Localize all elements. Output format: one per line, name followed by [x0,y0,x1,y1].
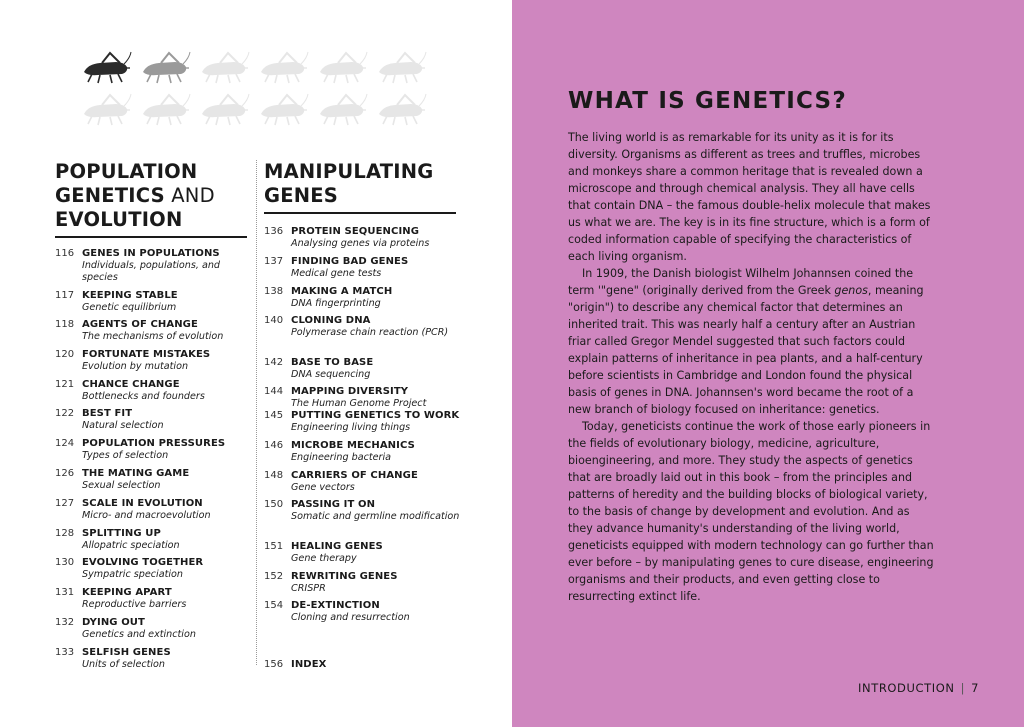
page-number: 146 [264,440,284,451]
heading-line: GENES [264,184,339,207]
entry-title: PASSING IT ON [291,499,376,510]
entry-title: POPULATION PRESSURES [82,438,226,449]
entry-title: CLONING DNA [291,315,371,326]
cricket-grid [80,50,440,140]
heading-bold: GENETICS [55,184,165,207]
heading-rule [264,212,456,214]
entry-subtitle: Cloning and resurrection [291,612,410,623]
entry-subtitle: Evolution by mutation [82,361,189,372]
cricket-icon [375,92,427,128]
entry-subtitle: Gene vectors [291,482,355,493]
column-divider [256,160,257,665]
entry-subtitle: The Human Genome Project [291,398,427,409]
page-number: 121 [55,379,75,390]
cricket-icon [316,92,368,128]
entry-title: HEALING GENES [291,541,383,552]
entry-title: KEEPING STABLE [82,290,178,301]
entry-title: BASE TO BASE [291,357,374,368]
page-number: 131 [55,587,75,598]
cricket-icon [198,50,250,86]
entry-title: SELFISH GENES [82,647,171,658]
cricket-icon [80,92,132,128]
heading-line: EVOLUTION [55,208,183,231]
entry-title: FINDING BAD GENES [291,256,409,267]
page-number: 124 [55,438,75,449]
cricket-icon [139,92,191,128]
entry-title: MAKING A MATCH [291,286,393,297]
page-number: 142 [264,357,284,368]
page-number: 138 [264,286,284,297]
cricket-icon [139,50,191,86]
cricket-icon [257,92,309,128]
cricket-icon [198,92,250,128]
entry-title: FORTUNATE MISTAKES [82,349,211,360]
cricket-icon [316,50,368,86]
footer-section: INTRODUCTION [858,681,955,695]
entry-subtitle: Sexual selection [82,480,161,491]
page-number: 148 [264,470,284,481]
page-number: 127 [55,498,75,509]
page-number: 144 [264,386,284,397]
entry-subtitle: Reproductive barriers [82,599,187,610]
page-number: 140 [264,315,284,326]
entry-title: GENES IN POPULATIONS [82,248,220,259]
entry-title: CHANCE CHANGE [82,379,180,390]
cricket-icon [80,50,132,86]
entry-title: INDEX [291,659,327,670]
page-number: 151 [264,541,284,552]
entry-subtitle: Gene therapy [291,553,357,564]
section-heading [55,160,248,232]
page-number: 133 [55,647,75,658]
paragraph: In 1909, the Danish biologist Wilhelm Johannsen coined the term '"gene" (originally derived from the Greek genos, meaning "origin") to describe any chemical factor that determines an inherited trait. This was nearly half a century after an Austrian friar called Gregor Mendel suggested that such factors could explain patterns of inheritance in pea plants, and a half-century before scientists in Cambridge and London found the physical basis of genes in DNA. Johannsen's word became the root of a new branch of biology focused on inheritance: genetics. [568,267,924,416]
paragraph: Today, geneticists continue the work of those early pioneers in the fields of evolutionary biology, medicine, agriculture, bioengineering, and more. They study the aspects of genetics that are broadly laid out in this book – from the principles and patterns of heredity and the building blocks of biological variety, to the basis of change by development and evolution. And as they advance humanity's understanding of the living world, geneticists equipped with modern technology can go further than ever before – by manipulating genes to cure disease, engineering organisms and their products, and even getting close to resurrecting extinct life. [568,420,934,603]
right-page [512,0,1024,727]
heading-line: MANIPULATING [264,160,434,183]
page-number: 145 [264,410,284,421]
page-number: 118 [55,319,75,330]
entry-title: PROTEIN SEQUENCING [291,226,420,237]
entry-subtitle: CRISPR [291,583,326,594]
entry-subtitle: Polymerase chain reaction (PCR) [291,327,449,338]
entry-subtitle: Medical gene tests [291,268,382,279]
page-number: 132 [55,617,75,628]
entry-title: CARRIERS OF CHANGE [291,470,418,481]
entry-subtitle: DNA sequencing [291,369,371,380]
entry-title: SPLITTING UP [82,528,161,539]
entry-subtitle: Analysing genes via proteins [291,238,430,249]
entry-title: REWRITING GENES [291,571,398,582]
page-number: 122 [55,408,75,419]
cricket-icon [257,50,309,86]
section-heading [264,160,458,208]
page-title: WHAT IS GENETICS? [568,88,847,114]
entry-subtitle: Individuals, populations, and species [82,260,221,283]
entry-title: THE MATING GAME [82,468,190,479]
page-number: 116 [55,248,75,259]
page-number: 156 [264,659,284,670]
heading-light: AND [164,184,215,207]
page-number: 154 [264,600,284,611]
entry-title: BEST FIT [82,408,133,419]
entry-title: MICROBE MECHANICS [291,440,415,451]
page-number: 150 [264,499,284,510]
page-number: 136 [264,226,284,237]
entry-subtitle: The mechanisms of evolution [82,331,224,342]
entry-title: MAPPING DIVERSITY [291,386,409,397]
heading-line: POPULATION [55,160,198,183]
toc-column-manipulating-genes [264,160,460,670]
entry-title: KEEPING APART [82,587,172,598]
page-number: 137 [264,256,284,267]
page-number: 117 [55,290,75,301]
body-text [568,129,936,605]
entry-subtitle: Units of selection [82,659,165,670]
entry-subtitle: Genetic equilibrium [82,302,177,313]
entry-subtitle: Sympatric speciation [82,569,183,580]
entry-subtitle: DNA fingerprinting [291,298,381,309]
entry-title: PUTTING GENETICS TO WORK [291,410,460,421]
entry-subtitle: Engineering bacteria [291,452,392,463]
paragraph: The living world is as remarkable for its unity as it is for its diversity. Organisms as different as trees and truffles, microbes and monkeys share a common heritage that is revealed down a microscope and through chemical analysis. They all have cells that contain DNA – the famous double-helix molecule that makes us what we are. The key is in its fine structure, which is a form of coded information capable of specifying the characteristics of each living organism. [568,131,931,263]
heading-line [55,184,248,208]
entry-subtitle: Allopatric speciation [82,540,180,551]
cricket-icon [375,50,427,86]
page-number: 152 [264,571,284,582]
page-number: 126 [55,468,75,479]
toc-column-population-genetics [55,160,248,670]
entry-title: SCALE IN EVOLUTION [82,498,203,509]
footer-separator: | [960,681,966,695]
entry-subtitle: Types of selection [82,450,169,461]
page-number: 7 [971,681,980,695]
entry-subtitle: Engineering living things [291,422,411,433]
italic-term: genos [834,284,868,297]
entry-subtitle: Micro- and macroevolution [82,510,211,521]
entry-subtitle: Bottlenecks and founders [82,391,205,402]
entry-title: AGENTS OF CHANGE [82,319,198,330]
entry-title: DYING OUT [82,617,145,628]
entry-subtitle: Somatic and germline modification [291,511,460,522]
entry-title: DE-EXTINCTION [291,600,380,611]
page-number: 120 [55,349,75,360]
heading-rule [55,236,247,238]
entry-subtitle: Natural selection [82,420,164,431]
entry-subtitle: Genetics and extinction [82,629,196,640]
page-footer [858,681,979,695]
page-number: 128 [55,528,75,539]
entry-title: EVOLVING TOGETHER [82,557,204,568]
page-number: 130 [55,557,75,568]
